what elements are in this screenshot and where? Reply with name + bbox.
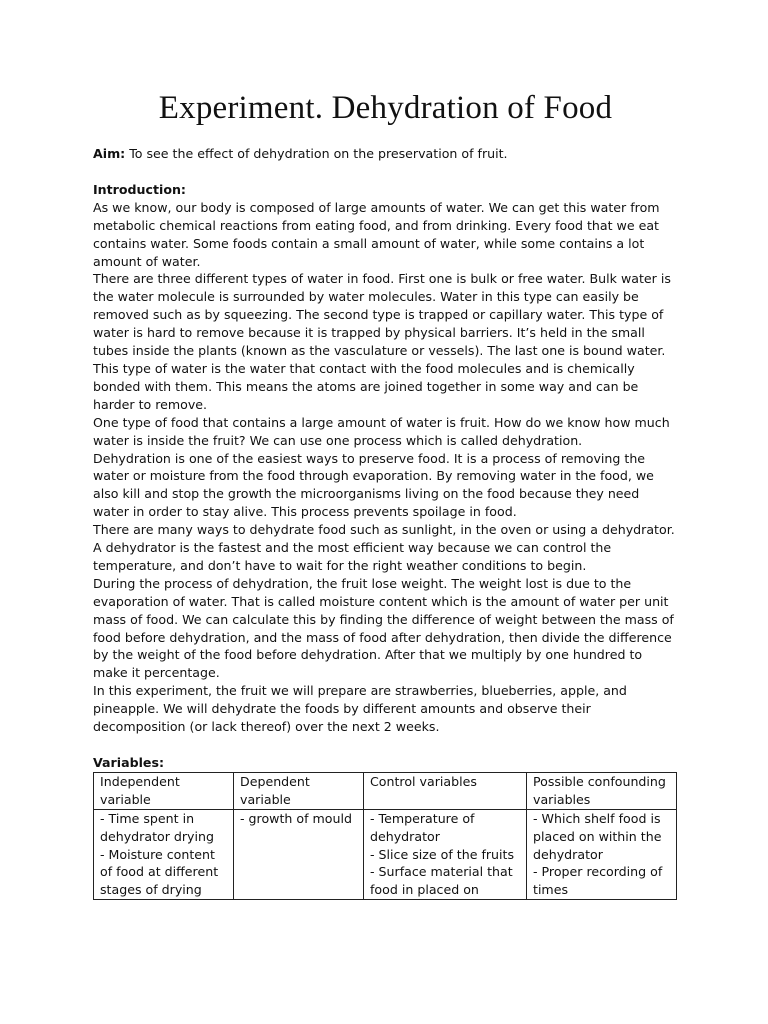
variables-table (93, 772, 677, 900)
header-independent-variable: Independent variable (94, 772, 234, 809)
cell-confounding-variables (527, 809, 677, 900)
introduction-section (93, 181, 678, 736)
cell-line: - Time spent in dehydrator drying (100, 810, 214, 844)
document-title: Experiment. Dehydration of Food (158, 90, 613, 126)
aim-text: To see the effect of dehydration on the preservation of fruit. (125, 146, 508, 161)
table-header-row (94, 772, 677, 809)
header-control-variables: Control variables (364, 772, 527, 809)
cell-line: - Proper recording of times (533, 864, 663, 898)
introduction-heading: Introduction: (93, 181, 186, 197)
variables-section (93, 754, 678, 900)
cell-independent-variable (94, 809, 234, 900)
intro-paragraph: There are many ways to dehydrate food such as sunlight, in the oven or using a dehydrator. A dehydrator is the fastest and the most efficient way because we can control the temperature, and don’t have to wait for the right weather conditions to begin. (93, 522, 675, 573)
cell-line: - Moisture content of food at different stages of drying (100, 846, 219, 898)
cell-line: - Temperature of dehydrator (370, 810, 475, 844)
cell-line: - Slice size of the fruits (370, 846, 515, 862)
intro-paragraph: As we know, our body is composed of large amounts of water. We can get this water from metabolic chemical reactions from eating food, and from drinking. Every food that we eat contains water. Some foods contain a small amount of water, while some contains a lot amount of water. (93, 199, 660, 269)
cell-control-variables (364, 809, 527, 900)
header-confounding-variables: Possible confounding variables (527, 772, 677, 809)
intro-paragraph: In this experiment, the fruit we will prepare are strawberries, blueberries, apple, and pineapple. We will dehydrate the foods by different amounts and observe their decomposition (or lack thereof) over the next 2 weeks. (93, 683, 627, 735)
header-dependent-variable: Dependent variable (234, 772, 364, 809)
intro-paragraph: Dehydration is one of the easiest ways to preserve food. It is a process of removing the water or moisture from the food through evaporation. By removing water in the food, we also kill and stop the growth the microorganisms living on the food because they need water in order to stay alive. This process prevents spoilage in food. (93, 450, 654, 520)
aim-label: Aim: (93, 146, 126, 161)
intro-paragraph: There are three different types of water in food. First one is bulk or free water. Bulk water is the water molecule is surrounded by water molecules. Water in this type can easily be removed such as by squeezing. The second type is trapped or capillary water. This type of water is hard to remove because it is trapped by physical barriers. It’s held in the small tubes inside the plants (known as the vasculature or vessels). The last one is bound water. This type of water is the water that contact with the food molecules and is chemically bonded with them. This means the atoms are joined together in some way and can be harder to remove. (93, 271, 671, 412)
cell-line: - Surface material that food in placed on (370, 864, 513, 898)
variables-heading: Variables: (93, 755, 164, 770)
cell-dependent-variable (234, 809, 364, 900)
document-page (93, 86, 678, 900)
cell-line: - growth of mould (240, 810, 352, 826)
intro-paragraph: One type of food that contains a large amount of water is fruit. How do we know how much water is inside the fruit? We can use one process which is called dehydration. (93, 414, 670, 448)
table-row (94, 809, 677, 900)
cell-line: - Which shelf food is placed on within the dehydrator (533, 810, 662, 862)
aim-line (93, 145, 678, 163)
intro-paragraph: During the process of dehydration, the fruit lose weight. The weight lost is due to the evaporation of water. That is called moisture content which is the amount of water per unit mass of food. We can calculate this by finding the difference of weight between the mass of food before dehydration, and the mass of food after dehydration, then divide the difference by the weight of the food before dehydration. After that we multiply by one hundred to make it percentage. (93, 575, 674, 681)
